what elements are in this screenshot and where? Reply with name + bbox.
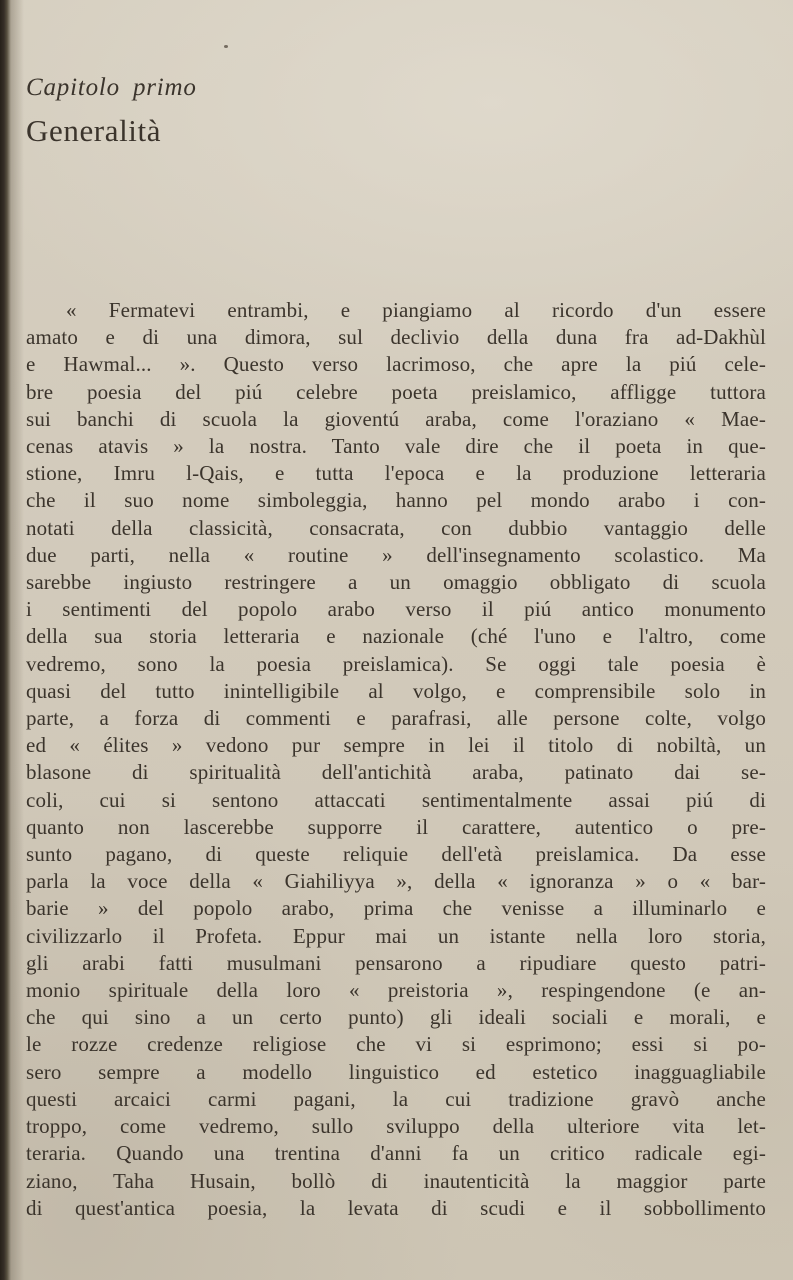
paragraph-line: blasone di spiritualità dell'antichità araba, patinato dai se- [26, 760, 766, 785]
paragraph-line: due parti, nella « routine » dell'insegnamento scolastico. Ma [26, 542, 766, 567]
page-content [26, 0, 766, 1222]
paragraph-line: coli, cui si sentono attaccati sentimentalmente assai piú di [26, 787, 766, 812]
paragraph-line: questi arcaici carmi pagani, la cui tradizione gravò anche [26, 1086, 766, 1111]
paragraph-line: sunto pagano, di queste reliquie dell'età preislamica. Da esse [26, 842, 766, 867]
paragraph-line: amato e di una dimora, sul declivio della duna fra ad-Dakhùl [26, 325, 766, 350]
paragraph-line: gli arabi fatti musulmani pensarono a ripudiare questo patri- [26, 950, 766, 975]
paragraph-line: parte, a forza di commenti e parafrasi, alle persone colte, volgo [26, 706, 766, 731]
paragraph-line: « Fermatevi entrambi, e piangiamo al ricordo d'un essere [66, 298, 766, 322]
page-gutter-shadow [0, 0, 26, 1280]
paragraph-line: bre poesia del piú celebre poeta preislamico, affligge tuttora [26, 379, 766, 404]
paragraph-line: stione, Imru l-Qais, e tutta l'epoca e la produzione letteraria [26, 461, 766, 486]
paragraph-line: le rozze credenze religiose che vi si esprimono; essi si po- [26, 1032, 766, 1057]
paragraph-line: vedremo, sono la poesia preislamica). Se oggi tale poesia è [26, 651, 766, 676]
paragraph-line: parla la voce della « Giahiliyya », della « ignoranza » o « bar- [26, 869, 766, 894]
paragraph-line: sui banchi di scuola la gioventú araba, come l'oraziano « Mae- [26, 406, 766, 431]
chapter-label: Capitolo primo [26, 74, 197, 101]
paragraph-line: quasi del tutto inintelligibile al volgo, e comprensibile solo in [26, 678, 766, 703]
page-title: Generalità [26, 113, 162, 148]
paragraph-line: ziano, Taha Husain, bollò di inautenticità la maggior parte [26, 1168, 766, 1193]
paragraph-line: sero sempre a modello linguistico ed estetico inagguagliabile [26, 1059, 766, 1084]
paragraph-line: civilizzarlo il Profeta. Eppur mai un istante nella loro storia, [26, 923, 766, 948]
paragraph-line: di quest'antica poesia, la levata di scudi e il sobbollimento [26, 1195, 766, 1220]
paragraph-line: sarebbe ingiusto restringere a un omaggio obbligato di scuola [26, 570, 766, 595]
paragraph-line: barie » del popolo arabo, prima che venisse a illuminarlo e [26, 896, 766, 921]
paragraph-line: cenas atavis » la nostra. Tanto vale dire che il poeta in que- [26, 434, 766, 459]
paragraph [26, 297, 766, 1222]
paragraph-line: notati della classicità, consacrata, con dubbio vantaggio delle [26, 515, 766, 540]
paragraph-line: che qui sino a un certo punto) gli ideali sociali e morali, e [26, 1005, 766, 1030]
paragraph-line: ed « élites » vedono pur sempre in lei il titolo di nobiltà, un [26, 733, 766, 758]
paragraph-line: della sua storia letteraria e nazionale (ché l'uno e l'altro, come [26, 624, 766, 649]
paragraph-line: teraria. Quando una trentina d'anni fa un critico radicale egi- [26, 1141, 766, 1166]
paragraph-line: troppo, come vedremo, sullo sviluppo della ulteriore vita let- [26, 1114, 766, 1139]
paragraph-line: che il suo nome simboleggia, hanno pel mondo arabo i con- [26, 488, 766, 513]
paragraph-line: quanto non lascerebbe supporre il carattere, autentico o pre- [26, 814, 766, 839]
paragraph-line: e Hawmal... ». Questo verso lacrimoso, che apre la piú cele- [26, 352, 766, 377]
paragraph-line: monio spirituale della loro « preistoria », respingendone (e an- [26, 978, 766, 1003]
paragraph-line: i sentimenti del popolo arabo verso il piú antico monumento [26, 597, 766, 622]
